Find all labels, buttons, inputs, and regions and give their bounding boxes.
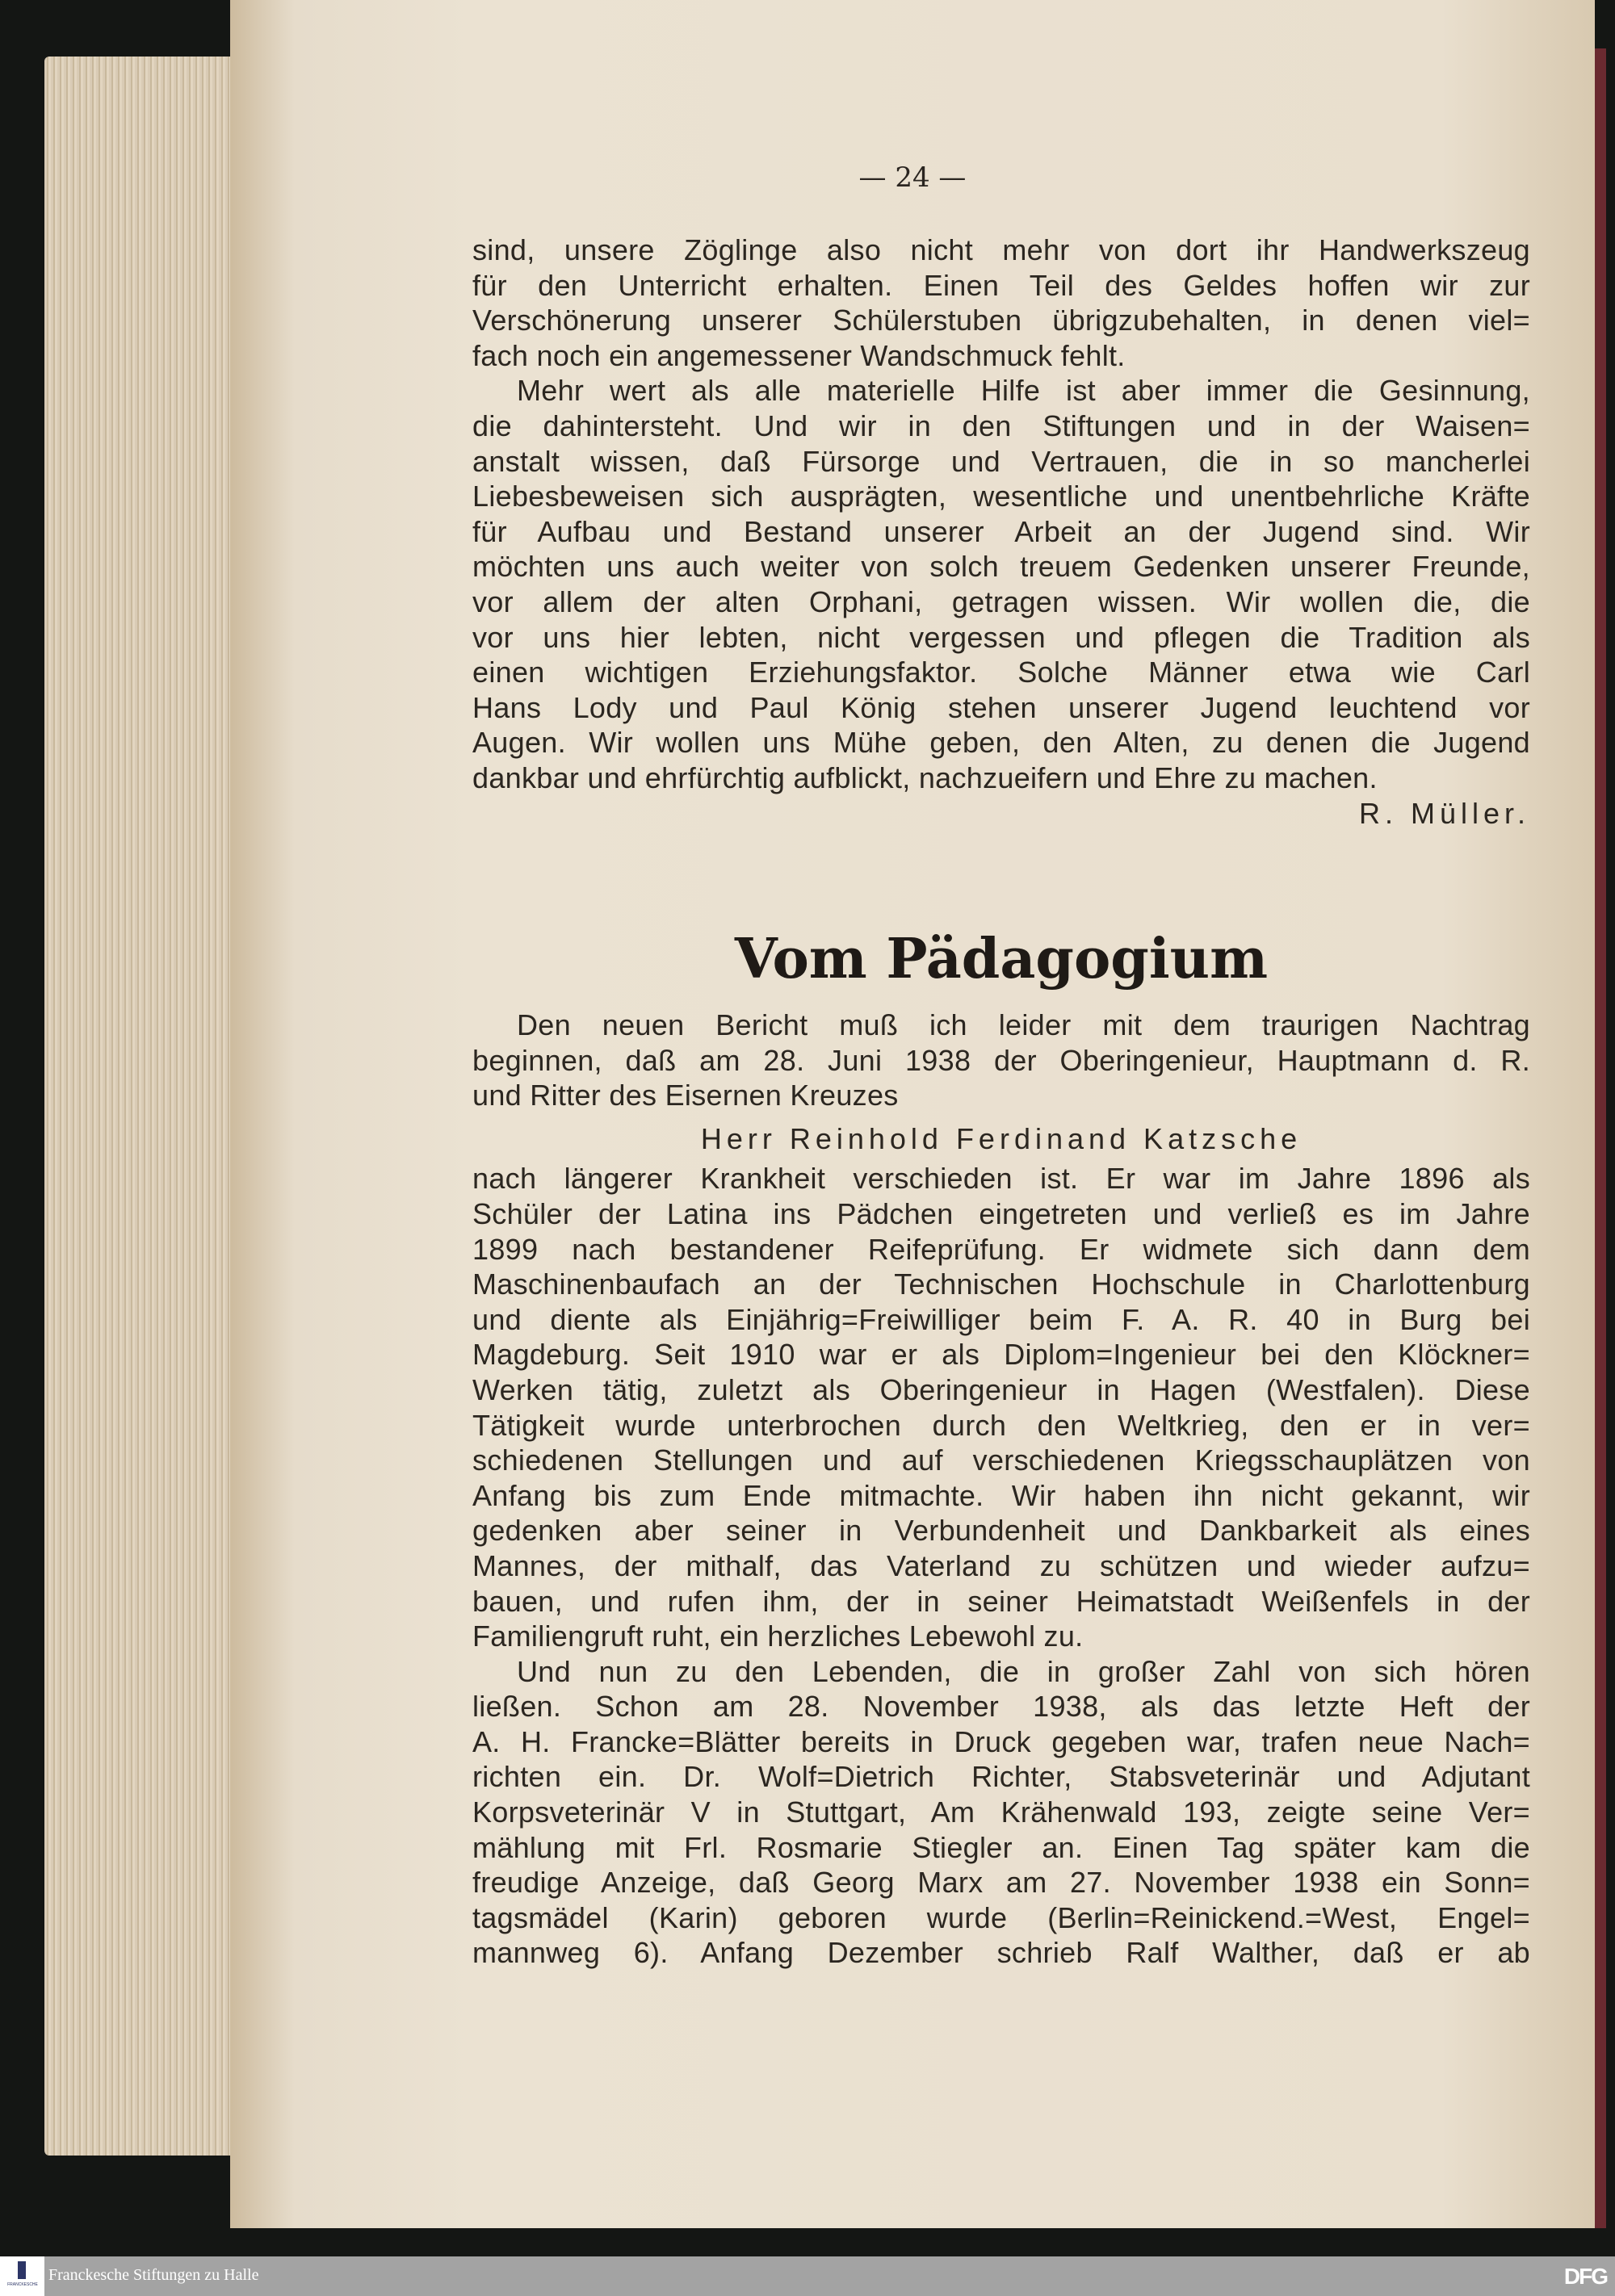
text-line: Und nun zu den Lebenden, die in großer Zahl von sich hören — [517, 1654, 1530, 1688]
text-line: Hans Lody und Paul König stehen unserer Jugend leuchtend vor — [472, 690, 1530, 724]
text-line: Werken tätig, zuletzt als Oberingenieur in Hagen (Westfalen). Diese — [472, 1372, 1530, 1406]
footer-bar — [0, 2256, 1615, 2296]
text-line: sind, unsere Zöglinge also nicht mehr von dort ihr Handwerkszeug — [472, 233, 1530, 266]
text-line: einen wichtigen Erziehungsfaktor. Solche Männer etwa wie Carl — [472, 656, 1530, 689]
deceased-name: Herr Reinhold Ferdinand Katzsche — [700, 1121, 1302, 1155]
text-line: für Aufbau und Bestand unserer Arbeit an der Jugend sind. Wir — [472, 514, 1530, 548]
text-line: Mehr wert als alle materielle Hilfe ist aber immer die Gesinnung, — [517, 374, 1530, 408]
text-line: vor allem der alten Orphani, getragen wissen. Wir wollen die, die — [472, 584, 1530, 618]
text-line: ließen. Schon am 28. November 1938, als das letzte Heft der — [472, 1690, 1530, 1724]
text-line: Den neuen Bericht muß ich leider mit dem traurigen Nachtrag — [517, 1008, 1530, 1041]
text-line: Mannes, der mithalf, das Vaterland zu schützen und wieder aufzu= — [472, 1548, 1530, 1582]
text-line: Augen. Wir wollen uns Mühe geben, den Alten, zu denen die Jugend — [472, 726, 1530, 760]
text-line: Familiengruft ruht, ein herzliches Lebewohl zu. — [472, 1619, 1084, 1653]
text-line: mählung mit Frl. Rosmarie Stiegler an. Einen Tag später kam die — [472, 1830, 1530, 1864]
text-line: Tätigkeit wurde unterbrochen durch den Weltkrieg, den er in ver= — [472, 1408, 1530, 1442]
text-line: richten ein. Dr. Wolf=Dietrich Richter, Stabsveterinär und Adjutant — [472, 1760, 1530, 1794]
text-line: mannweg 6). Anfang Dezember schrieb Ralf Walther, daß er ab — [472, 1936, 1530, 1970]
book-spine-edge — [1595, 48, 1606, 2228]
text-line: möchten uns auch weiter von solch treuem Gedenken unserer Freunde, — [472, 550, 1530, 584]
page-edges — [44, 57, 238, 2156]
text-line: anstalt wissen, daß Fürsorge und Vertrauen, die in so mancherlei — [472, 444, 1530, 478]
text-line: Liebesbeweisen sich ausprägten, wesentliche und unentbehrliche Kräfte — [472, 480, 1530, 513]
text-line: Magdeburg. Seit 1910 war er als Diplom=Ingenieur bei den Klöckner= — [472, 1338, 1530, 1372]
text-line: die dahintersteht. Und wir in den Stiftungen und in der Waisen= — [472, 409, 1530, 442]
text-line: vor uns hier lebten, nicht vergessen und pflegen die Tradition als — [472, 620, 1530, 654]
dfg-logo[interactable]: DFG — [1563, 2264, 1607, 2289]
text-line: Maschinenbaufach an der Technischen Hochschule in Charlottenburg — [472, 1267, 1530, 1301]
section-1-text — [472, 233, 1530, 831]
author-signature: R. Müller. — [1358, 796, 1530, 830]
text-line: für den Unterricht erhalten. Einen Teil des Geldes hoffen wir zur — [472, 268, 1530, 302]
text-line: fach noch ein angemessener Wandschmuck fehlt. — [472, 338, 1126, 372]
text-line: und diente als Einjährig=Freiwilliger beim F. A. R. 40 in Burg bei — [472, 1302, 1530, 1336]
text-line: bauen, und rufen ihm, der in seiner Heimatstadt Weißenfels in der — [472, 1584, 1530, 1618]
text-line: Schüler der Latina ins Pädchen eingetreten und verließ es im Jahre — [472, 1196, 1530, 1230]
text-line: dankbar und ehrfürchtig aufblickt, nachzueifern und Ehre zu machen. — [472, 760, 1378, 794]
text-line: schiedenen Stellungen und auf verschiedenen Kriegsschauplätzen von — [472, 1443, 1530, 1477]
text-line: beginnen, daß am 28. Juni 1938 der Oberingenieur, Hauptmann d. R. — [472, 1043, 1530, 1077]
text-line: nach längerer Krankheit verschieden ist. Er war im Jahre 1896 als — [472, 1162, 1530, 1196]
section-2-text — [472, 1008, 1530, 1971]
institution-logo[interactable]: FRANCKESCHE — [0, 2256, 44, 2296]
text-line: A. H. Francke=Blätter bereits in Druck gegeben war, trafen neue Nach= — [472, 1724, 1530, 1758]
text-line: Anfang bis zum Ende mitmachte. Wir haben ihn nicht gekannt, wir — [472, 1478, 1530, 1512]
section-heading: Vom Pädagogium — [734, 927, 1269, 991]
institution-name[interactable]: Franckesche Stiftungen zu Halle — [48, 2266, 259, 2284]
text-line: freudige Anzeige, daß Georg Marx am 27. November 1938 ein Sonn= — [472, 1866, 1530, 1900]
text-line: und Ritter des Eisernen Kreuzes — [472, 1079, 899, 1112]
text-line: 1899 nach bestandener Reifeprüfung. Er widmete sich dann dem — [472, 1232, 1530, 1266]
text-line: gedenken aber seiner in Verbundenheit und Dankbarkeit als eines — [472, 1514, 1530, 1548]
text-line: tagsmädel (Karin) geboren wurde (Berlin=Reinickend.=West, Engel= — [472, 1900, 1530, 1934]
text-line: Korpsveterinär V in Stuttgart, Am Krähenwald 193, zeigte seine Ver= — [472, 1795, 1530, 1829]
text-line: Verschönerung unserer Schülerstuben übrigzubehalten, in denen viel= — [472, 304, 1530, 337]
book-page — [230, 0, 1595, 2228]
page-number: — 24 — — [858, 161, 967, 194]
